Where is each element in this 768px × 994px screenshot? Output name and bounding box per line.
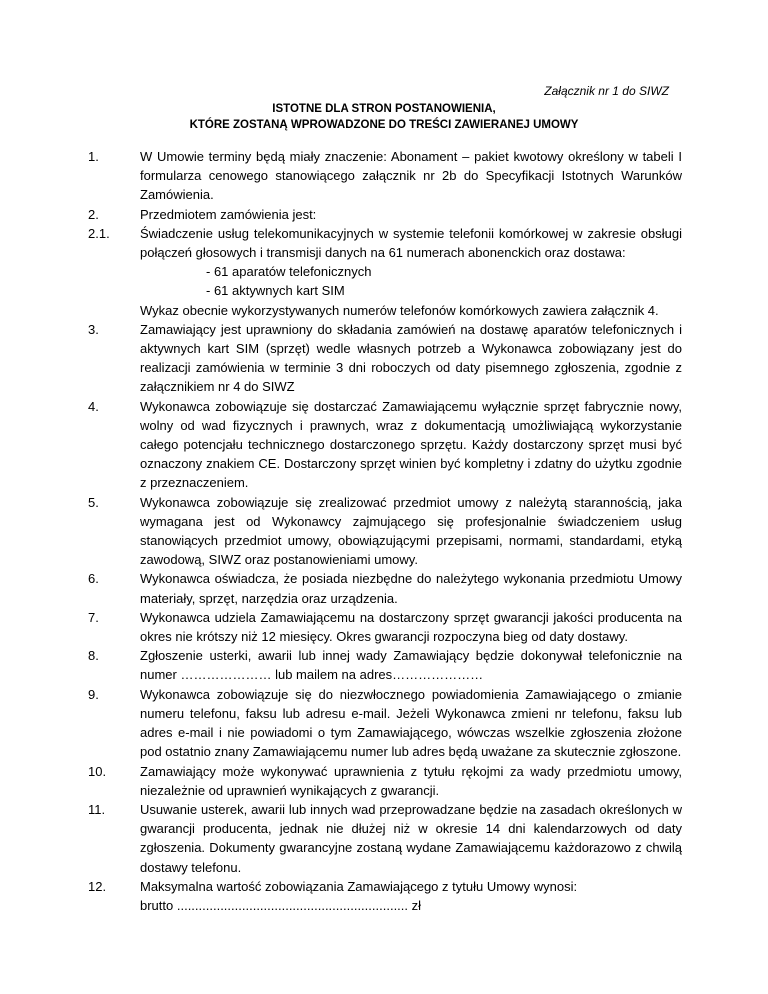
- list-item: [88, 397, 682, 493]
- list-item: [88, 896, 682, 915]
- item-number: 2.: [88, 206, 99, 222]
- list-item: [88, 569, 682, 607]
- document-body: [88, 147, 682, 915]
- item-number: 3.: [88, 321, 99, 337]
- list-item: [88, 147, 682, 205]
- item-text: Wykonawca zobowiązuje się zrealizować przedmiot umowy z należytą starannością, jaka wymagana jest od Wykonawcy zajmującego się profesjonalnie świadczeniem usług stanowiących przedmiot umowy, obowiązującymi przepisami, normami, standardami, etyką zawodową, SIWZ oraz postanowieniami umowy.: [140, 494, 682, 568]
- title-line-1: ISTOTNE DLA STRON POSTANOWIENIA,: [272, 103, 496, 115]
- item-text: - 61 aktywnych kart SIM: [206, 283, 345, 299]
- list-item: [88, 320, 682, 397]
- list-item: [88, 493, 682, 570]
- list-item: [88, 685, 682, 762]
- list-item: [88, 762, 682, 800]
- item-text: Przedmiotem zamówienia jest:: [140, 206, 317, 222]
- item-text: Zamawiający może wykonywać uprawnienia z tytułu rękojmi za wady przedmiotu umowy, niezależnie od uprawnień wynikających z gwarancji.: [140, 763, 682, 798]
- item-text: Wykonawca zobowiązuje się do niezwłocznego powiadomienia Zamawiającego o zmianie numeru telefonu, faksu lub adresu e-mail. Jeżeli Wykonawca zmieni nr telefonu, faksu lub adres e-mail i nie powiadomi o tym Zamawiającego, wówczas wszelkie zgłoszenia złożone pod ostatnio znany Zamawiającemu numer lub adres będą uważane za skutecznie zgłoszone.: [140, 686, 682, 760]
- item-number: 9.: [88, 686, 99, 702]
- list-subitem: [88, 262, 682, 281]
- item-number: 11.: [88, 801, 106, 817]
- item-text: Zgłoszenie usterki, awarii lub innej wady Zamawiający będzie dokonywał telefonicznie na numer ………………… lub mailem na adres…………………: [140, 648, 682, 683]
- item-text: W Umowie terminy będą miały znaczenie: Abonament – pakiet kwotowy określony w tabeli I formularza cenowego stanowiącego załącznik nr 2b do Specyfikacji Istotnych Warunków Zamówienia.: [140, 149, 682, 203]
- item-text: Wykonawca zobowiązuje się dostarczać Zamawiającemu wyłącznie sprzęt fabrycznie nowy, wolny od wad fizycznych i prawnych, wraz z dokumentacją umożliwiającą wykorzystanie całego potencjału technicznego dostarczonego sprzętu. Każdy dostarczony sprzęt musi być oznaczony znakiem CE. Dostarczony sprzęt winien być kompletny i zdatny do użytku zgodnie z przeznaczeniem.: [140, 398, 682, 491]
- item-number: 6.: [88, 571, 99, 587]
- item-text: - 61 aparatów telefonicznych: [206, 264, 372, 280]
- item-text: Wykonawca udziela Zamawiającemu na dostarczony sprzęt gwarancji jakości producenta na okres nie krótszy niż 12 miesięcy. Okres gwarancji rozpoczyna bieg od daty dostawy.: [140, 609, 682, 645]
- title-line-2: KTÓRE ZOSTANĄ WPROWADZONE DO TREŚCI ZAWIERANEJ UMOWY: [189, 119, 579, 131]
- list-subitem: [88, 281, 682, 300]
- item-text: Wykonawca oświadcza, że posiada niezbędne do należytego wykonania przedmiotu Umowy materiały, sprzęt, narzędzia oraz urządzenia.: [140, 571, 682, 606]
- item-number: 7.: [88, 609, 99, 625]
- item-number: 2.1.: [88, 225, 110, 241]
- list-item: [88, 205, 682, 224]
- item-number: 1.: [88, 149, 99, 164]
- item-text: Zamawiający jest uprawniony do składania zamówień na dostawę aparatów telefonicznych i aktywnych kart SIM (sprzęt) wedle własnych potrzeb a Wykonawca zobowiązany jest do realizacji zamówienia w terminie 3 dni roboczych od daty pisemnego zgłoszenia, zgodnie z załącznikiem nr 4 do SIWZ: [140, 321, 682, 395]
- item-text: Świadczenie usług telekomunikacyjnych w systemie telefonii komórkowej w zakresie obsługi połączeń głosowych i transmisji danych na 61 numerach abonenckich oraz dostawa:: [140, 225, 682, 261]
- item-text: brutto ................................................................ zł: [140, 897, 422, 913]
- item-text: Wykaz obecnie wykorzystywanych numerów telefonów komórkowych zawiera załącznik 4.: [140, 302, 659, 318]
- item-number: 4.: [88, 398, 99, 414]
- list-item: [88, 877, 682, 896]
- list-item: [88, 646, 682, 684]
- item-number: 12.: [88, 878, 107, 894]
- item-number: 5.: [88, 494, 99, 510]
- list-item: [88, 800, 682, 877]
- document-title: [0, 101, 768, 133]
- item-text: Usuwanie usterek, awarii lub innych wad przeprowadzane będzie na zasadach określonych w gwarancji producenta, jednak nie dłużej niż w okresie 14 dni kalendarzowych od daty zgłoszenia. Dokumenty gwarancyjne zostaną wydane Zamawiającemu każdorazowo z chwilą dostawy telefonu.: [140, 801, 682, 875]
- item-number: 8.: [88, 648, 99, 664]
- item-number: 10.: [88, 763, 107, 779]
- list-item: [88, 608, 682, 646]
- list-item: [88, 301, 682, 320]
- annex-label: Załącznik nr 1 do SIWZ: [544, 84, 669, 98]
- item-text: Maksymalna wartość zobowiązania Zamawiającego z tytułu Umowy wynosi:: [140, 878, 578, 894]
- list-item: [88, 224, 682, 262]
